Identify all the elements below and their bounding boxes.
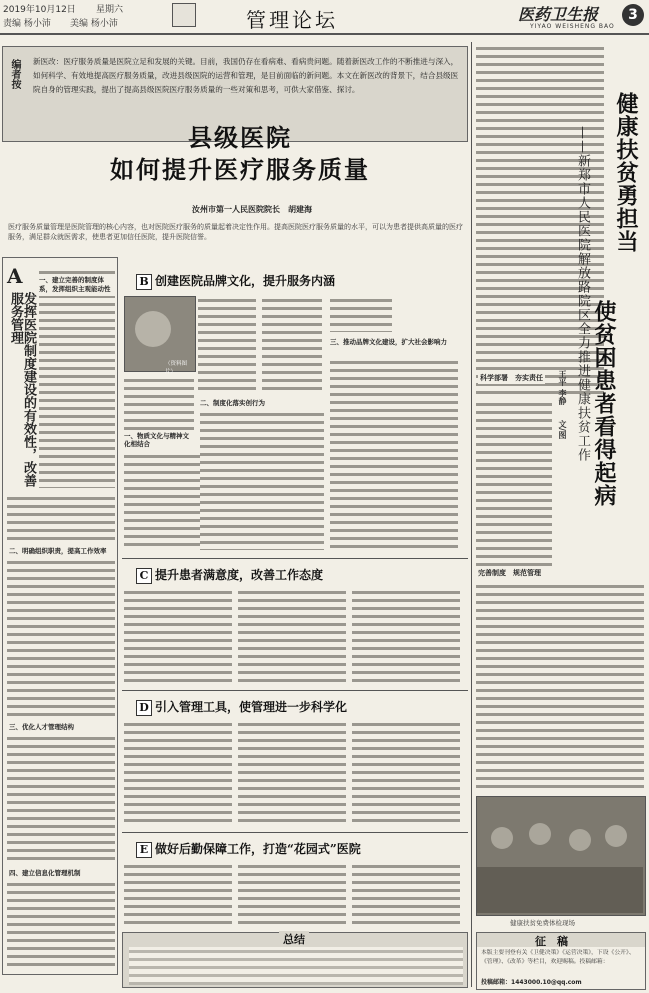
section-b-text-2 — [124, 376, 194, 430]
section-c-text-3 — [352, 588, 460, 682]
column-divider — [471, 42, 472, 987]
section-c-text-1 — [124, 588, 232, 682]
issue-date: 2019年10月12日 — [3, 5, 76, 15]
notice-email[interactable]: 1443000.10@qq.com — [511, 979, 582, 986]
section-e-badge: E — [136, 842, 152, 858]
right-headline-2: 使贫困患者看得起病 — [591, 300, 617, 507]
summary-box — [122, 932, 468, 988]
section-c-heading — [136, 566, 323, 584]
photo-table — [477, 867, 643, 913]
sidebar-a-title: 发挥医院制度建设的有效性，改善服务管理 — [8, 292, 36, 487]
page-number: 3 — [622, 4, 644, 26]
right-photo-caption: 健康扶贫免费体检现场 — [510, 919, 575, 927]
section-b-text-5 — [200, 410, 324, 550]
section-b-badge: B — [136, 274, 152, 290]
section-e-text-1 — [124, 862, 232, 926]
sidebar-a-text-2 — [7, 494, 115, 542]
notice-text: 本版主要刊登有关《卫健决策》《运营决策》，下设《公开》、《管理》、《改革》等栏目，欢迎赐稿。投稿邮箱： — [481, 950, 635, 965]
section-b-text-4 — [262, 296, 322, 392]
sidebar-a-sub1: 一、建立完善的制度体系，发挥组织主观能动性 — [39, 276, 115, 296]
section-b-sub1: 一、物质文化与精神文化相结合 — [124, 432, 189, 448]
section-title: 管理论坛 — [246, 8, 338, 32]
issue-weekday: 星期六 — [96, 5, 124, 15]
section-d-heading — [136, 698, 347, 716]
notice-email-row — [481, 977, 582, 986]
call-for-papers-box — [476, 932, 646, 990]
photo-person-icon — [605, 825, 627, 847]
editor-note-text: 新医改：医疗服务质量是医院立足和发展的关键。目前，我国仍存在看病难、看病贵问题。随着新医改工作的不断推进与深入，如何科学、有效地提高医疗服务质量，改进县级医院的运营和管理，是目前面临的新问题。本文在新医改的背景下，结合县级医院自身的管理实践，提出了提高县级医院医疗服务质量的一些对策和思考，可供大家借鉴、探讨。 — [33, 57, 459, 94]
right-sub2: 完善制度 规范管理 — [478, 569, 541, 577]
main-title-line1: 县级医院 — [188, 123, 292, 152]
photo-person-icon — [569, 829, 591, 851]
notice-title: 征 稿 — [535, 935, 568, 948]
sidebar-a-sub4: 四、建立信息化管理机制 — [9, 869, 81, 877]
sidebar-a-sub2: 二、明确组织职责，提高工作效率 — [9, 547, 107, 555]
right-text-2 — [476, 400, 552, 566]
editor-credit: 责编 杨小沛 — [3, 19, 51, 29]
photo-person-icon — [491, 827, 513, 849]
right-photo — [476, 796, 646, 916]
divider-d-e — [122, 832, 468, 833]
summary-title: 总结 — [279, 931, 309, 947]
section-b-photo-caption: （资料图片） — [165, 361, 188, 375]
right-byline-1: 王平 李静 — [558, 370, 568, 405]
right-subheadline: ——新郑市人民医院解放路院区全力推进健康扶贫工作 — [575, 126, 590, 462]
section-e-heading — [136, 840, 361, 858]
sidebar-a-text-4 — [7, 734, 115, 864]
summary-text — [129, 947, 463, 985]
section-e-text-3 — [352, 862, 460, 926]
section-b-title: 创建医院品牌文化，提升服务内涵 — [155, 274, 336, 288]
main-title-line2: 如何提升医疗服务质量 — [110, 155, 370, 184]
section-c-title: 提升患者满意度，改善工作态度 — [155, 568, 324, 582]
right-headline-1: 健康扶贫勇担当 — [613, 92, 639, 253]
editor-note-label-2: 按 — [9, 79, 20, 89]
section-d-text-2 — [238, 720, 346, 826]
section-b-sub2: 二、制度化落实创行为 — [200, 399, 265, 407]
sidebar-a-badge: A — [7, 264, 23, 288]
page-header — [0, 0, 649, 34]
designer-credit: 美编 杨小沛 — [70, 19, 118, 29]
sidebar-a-text-1 — [39, 268, 115, 488]
right-byline-2: 文/图 — [558, 420, 568, 439]
header-rule — [0, 33, 649, 35]
right-sub1: 科学部署 夯实责任 — [480, 374, 543, 382]
section-b-text-6 — [330, 296, 392, 332]
sidebar-a — [2, 257, 118, 975]
section-d-badge: D — [136, 700, 152, 716]
sidebar-a-sub3: 三、优化人才管理结构 — [9, 723, 74, 731]
editor-note-label — [7, 59, 22, 89]
section-b-sub3: 三、推动品牌文化建设，扩大社会影响力 — [330, 338, 447, 346]
section-e-title: 做好后勤保障工作，打造“花园式”医院 — [155, 842, 361, 856]
main-byline: 汝州市第一人民医院院长 胡建海 — [192, 205, 312, 214]
section-c-badge: C — [136, 568, 152, 584]
editor-note-label-1: 编者 — [9, 59, 20, 79]
section-ornament-icon — [172, 3, 196, 27]
section-d-title: 引入管理工具，使管理进一步科学化 — [155, 700, 348, 714]
divider-b-c — [122, 558, 468, 559]
divider-c-d — [122, 690, 468, 691]
section-d-text-1 — [124, 720, 232, 826]
photo-figure-icon — [135, 311, 171, 347]
sidebar-a-text-5 — [7, 880, 115, 970]
paper-pinyin: YIYAO WEISHENG BAO — [530, 23, 615, 30]
photo-person-icon — [529, 823, 551, 845]
section-b-photo — [124, 296, 196, 375]
section-b-heading — [136, 272, 335, 290]
notice-email-label: 投稿邮箱： — [481, 979, 512, 986]
paper-logo: 医药卫生报 — [518, 5, 599, 24]
section-b-text-7 — [330, 358, 458, 550]
section-e-text-2 — [238, 862, 346, 926]
section-c-text-2 — [238, 588, 346, 682]
sidebar-a-text-3 — [7, 558, 115, 718]
main-lead: 医疗服务质量管理是医院管理的核心内容，也对医院医疗服务的质量起着决定性作用。提高医院医疗服务质量的水平，可以为患者提供高质量的医疗服务，满足群众就医需求，使患者更加信任医院，提升医院信誉。 — [8, 223, 463, 241]
right-text-3 — [476, 582, 644, 792]
section-d-text-3 — [352, 720, 460, 826]
section-b-text-1 — [198, 296, 256, 392]
